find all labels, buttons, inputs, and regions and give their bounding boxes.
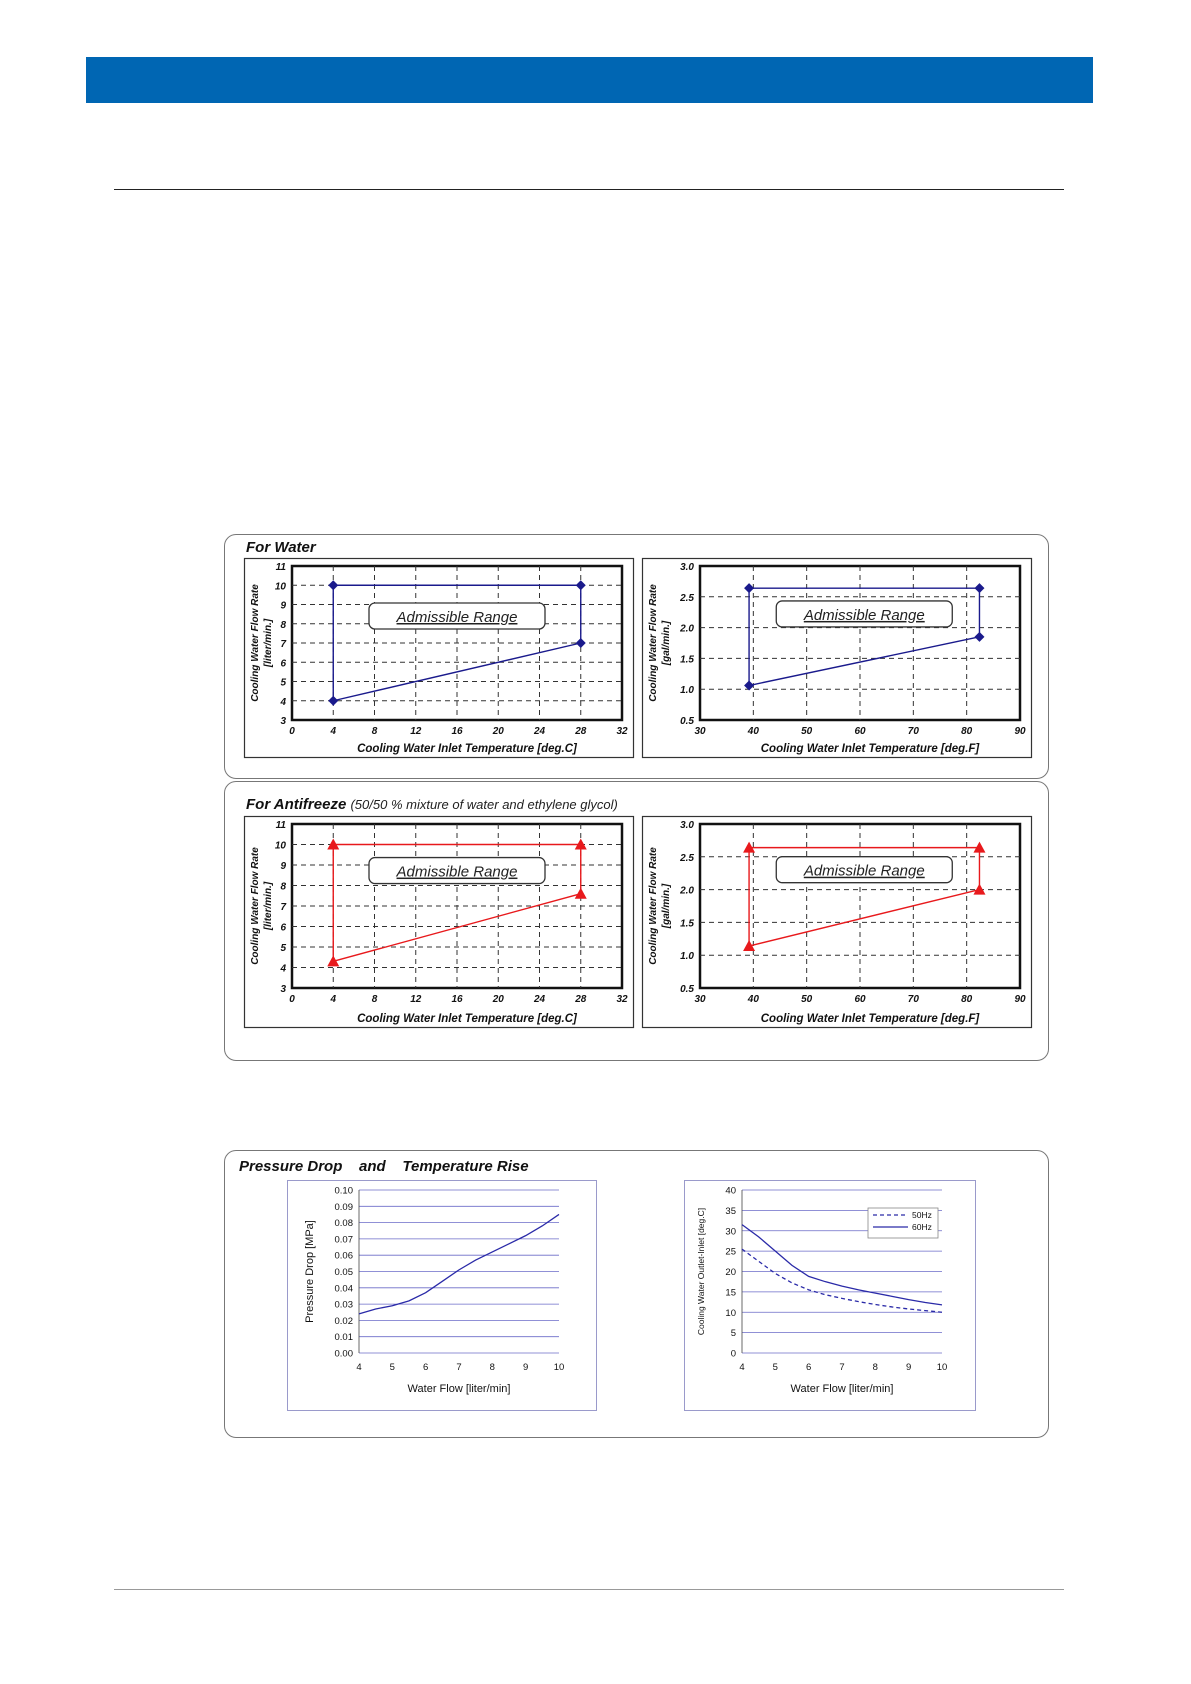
x-tick-label: 70 xyxy=(907,726,919,737)
y-tick-label: 0.03 xyxy=(334,1299,353,1311)
x-tick-label: 8 xyxy=(371,726,378,737)
y-tick-label: 8 xyxy=(280,619,286,631)
y-tick-label: 10 xyxy=(725,1307,736,1319)
y-tick-label: 0.10 xyxy=(334,1185,353,1197)
y-tick-label: 4 xyxy=(280,696,286,708)
y-tick-label: 11 xyxy=(275,562,286,573)
x-tick-label: 30 xyxy=(694,994,706,1005)
x-tick-label: 20 xyxy=(492,726,504,737)
x-axis-label: Cooling Water Inlet Temperature [deg.F] xyxy=(760,1013,980,1025)
x-tick-label: 5 xyxy=(772,1362,778,1373)
x-axis-label: Cooling Water Inlet Temperature [deg.C] xyxy=(357,743,577,755)
y-axis-label: Cooling Water Flow Rate xyxy=(648,847,659,965)
chart-antifreeze-fahrenheit xyxy=(642,816,1032,1028)
legend-label: 50Hz xyxy=(912,1210,932,1220)
y-axis-label: Cooling Water Flow Rate xyxy=(250,847,261,965)
x-tick-label: 9 xyxy=(523,1362,529,1373)
chart-temperature-rise xyxy=(684,1180,976,1411)
x-tick-label: 40 xyxy=(747,994,759,1005)
x-tick-label: 50 xyxy=(801,726,813,737)
y-tick-label: 9 xyxy=(280,600,286,612)
y-tick-label: 0.05 xyxy=(334,1267,353,1278)
y-axis-label: Pressure Drop [MPa] xyxy=(304,1220,316,1323)
y-tick-label: 8 xyxy=(280,881,286,893)
y-tick-label: 5 xyxy=(730,1328,736,1340)
y-tick-label: 40 xyxy=(725,1185,736,1197)
x-tick-label: 60 xyxy=(854,994,866,1005)
y-tick-label: 0.00 xyxy=(334,1348,353,1360)
x-tick-label: 0 xyxy=(289,994,295,1005)
y-tick-label: 30 xyxy=(725,1226,736,1238)
chart-pressure-drop xyxy=(287,1180,597,1411)
x-tick-label: 4 xyxy=(330,994,337,1005)
x-tick-label: 80 xyxy=(961,994,973,1005)
x-tick-label: 80 xyxy=(961,726,973,737)
y-tick-label: 25 xyxy=(725,1246,736,1258)
x-tick-label: 9 xyxy=(906,1362,912,1373)
x-tick-label: 16 xyxy=(451,994,463,1005)
admissible-range-label: Admissible Range xyxy=(803,862,925,880)
y-tick-label: 2.5 xyxy=(680,592,694,604)
y-tick-label: 1.5 xyxy=(680,918,694,930)
y-tick-label: 0 xyxy=(730,1348,736,1360)
chart-antifreeze-celsius xyxy=(244,816,634,1028)
x-tick-label: 4 xyxy=(330,726,337,737)
y-tick-label: 2.0 xyxy=(680,885,694,897)
y-tick-label: 0.5 xyxy=(680,984,694,995)
x-axis-label: Cooling Water Inlet Temperature [deg.C] xyxy=(357,1013,577,1025)
y-tick-label: 0.07 xyxy=(334,1234,353,1246)
y-tick-label: 0.04 xyxy=(334,1283,353,1295)
x-tick-label: 20 xyxy=(492,994,504,1005)
x-tick-label: 8 xyxy=(371,994,378,1005)
x-tick-label: 8 xyxy=(872,1362,878,1373)
x-tick-label: 32 xyxy=(616,994,628,1005)
y-tick-label: 1.0 xyxy=(680,951,694,963)
panel-water-title: For Water xyxy=(246,539,316,556)
y-tick-label: 0.01 xyxy=(334,1332,353,1344)
y-tick-label: 10 xyxy=(274,581,286,593)
y-axis-unit: [liter/min.] xyxy=(263,881,274,931)
y-tick-label: 1.5 xyxy=(680,654,694,666)
x-axis-label: Cooling Water Inlet Temperature [deg.F] xyxy=(760,743,980,755)
x-tick-label: 16 xyxy=(451,726,463,737)
x-tick-label: 60 xyxy=(854,726,866,737)
y-tick-label: 3 xyxy=(280,716,286,727)
x-axis-label: Water Flow [liter/min] xyxy=(790,1383,894,1395)
admissible-range-label: Admissible Range xyxy=(396,863,518,881)
y-tick-label: 20 xyxy=(725,1267,736,1278)
x-tick-label: 90 xyxy=(1014,726,1026,737)
y-tick-label: 2.0 xyxy=(680,623,694,635)
legend-label: 60Hz xyxy=(912,1222,932,1232)
y-tick-label: 3 xyxy=(280,984,286,995)
x-tick-label: 7 xyxy=(839,1362,845,1373)
x-tick-label: 50 xyxy=(801,994,813,1005)
x-axis-label: Water Flow [liter/min] xyxy=(407,1383,511,1395)
x-tick-label: 4 xyxy=(739,1362,745,1373)
x-tick-label: 70 xyxy=(907,994,919,1005)
x-tick-label: 0 xyxy=(289,726,295,737)
x-tick-label: 6 xyxy=(423,1362,429,1373)
y-tick-label: 0.02 xyxy=(334,1315,353,1327)
x-tick-label: 12 xyxy=(410,726,422,737)
y-tick-label: 3.0 xyxy=(680,562,694,573)
y-tick-label: 10 xyxy=(274,840,286,852)
chart-water-fahrenheit xyxy=(642,558,1032,758)
y-tick-label: 9 xyxy=(280,861,286,872)
x-tick-label: 5 xyxy=(389,1362,395,1373)
y-axis-unit: [gal/min.] xyxy=(661,620,672,666)
x-tick-label: 40 xyxy=(747,726,759,737)
panel-antifreeze-title: For Antifreeze (50/50 % mixture of water and ethylene glycol) xyxy=(246,796,618,813)
y-axis-label: Cooling Water Flow Rate xyxy=(648,584,659,702)
x-tick-label: 10 xyxy=(553,1362,565,1373)
y-tick-label: 1.0 xyxy=(680,685,694,697)
x-tick-label: 4 xyxy=(356,1362,362,1373)
y-tick-label: 3.0 xyxy=(680,820,694,831)
x-tick-label: 8 xyxy=(489,1362,495,1373)
chart-water-celsius xyxy=(244,558,634,758)
bottom-divider xyxy=(114,1589,1064,1590)
x-tick-label: 30 xyxy=(694,726,706,737)
x-tick-label: 90 xyxy=(1014,994,1026,1005)
y-tick-label: 0.08 xyxy=(334,1218,353,1230)
x-tick-label: 10 xyxy=(936,1362,948,1373)
x-tick-label: 28 xyxy=(575,994,587,1005)
y-axis-unit: [gal/min.] xyxy=(661,883,672,929)
panel-antifreeze-subtitle: (50/50 % mixture of water and ethylene glycol) xyxy=(350,797,618,812)
y-tick-label: 7 xyxy=(280,639,286,650)
x-tick-label: 24 xyxy=(533,994,546,1005)
admissible-range-label: Admissible Range xyxy=(803,606,925,624)
y-tick-label: 0.5 xyxy=(680,716,694,727)
y-tick-label: 6 xyxy=(280,922,286,934)
y-axis-label: Cooling Water Outlet-Inlet [deg.C] xyxy=(696,1207,706,1336)
x-tick-label: 6 xyxy=(806,1362,812,1373)
top-divider xyxy=(114,189,1064,190)
y-tick-label: 0.06 xyxy=(334,1250,353,1262)
y-tick-label: 0.09 xyxy=(334,1201,353,1213)
y-axis-unit: [liter/min.] xyxy=(263,618,274,668)
x-tick-label: 32 xyxy=(616,726,628,737)
x-tick-label: 28 xyxy=(575,726,587,737)
x-tick-label: 24 xyxy=(533,726,546,737)
x-tick-label: 7 xyxy=(456,1362,462,1373)
y-tick-label: 4 xyxy=(280,963,286,975)
panel-pressure-title: Pressure Drop and Temperature Rise xyxy=(239,1158,529,1175)
y-tick-label: 11 xyxy=(275,820,286,831)
y-tick-label: 5 xyxy=(280,677,286,689)
y-tick-label: 7 xyxy=(280,902,286,913)
x-tick-label: 12 xyxy=(410,994,422,1005)
y-tick-label: 6 xyxy=(280,658,286,670)
admissible-range-label: Admissible Range xyxy=(396,609,518,627)
header-bar xyxy=(86,57,1093,103)
y-tick-label: 2.5 xyxy=(680,852,694,864)
y-tick-label: 35 xyxy=(725,1205,736,1217)
chart-frame xyxy=(288,1181,597,1411)
y-tick-label: 15 xyxy=(725,1287,736,1299)
y-axis-label: Cooling Water Flow Rate xyxy=(250,584,261,702)
y-tick-label: 5 xyxy=(280,943,286,954)
